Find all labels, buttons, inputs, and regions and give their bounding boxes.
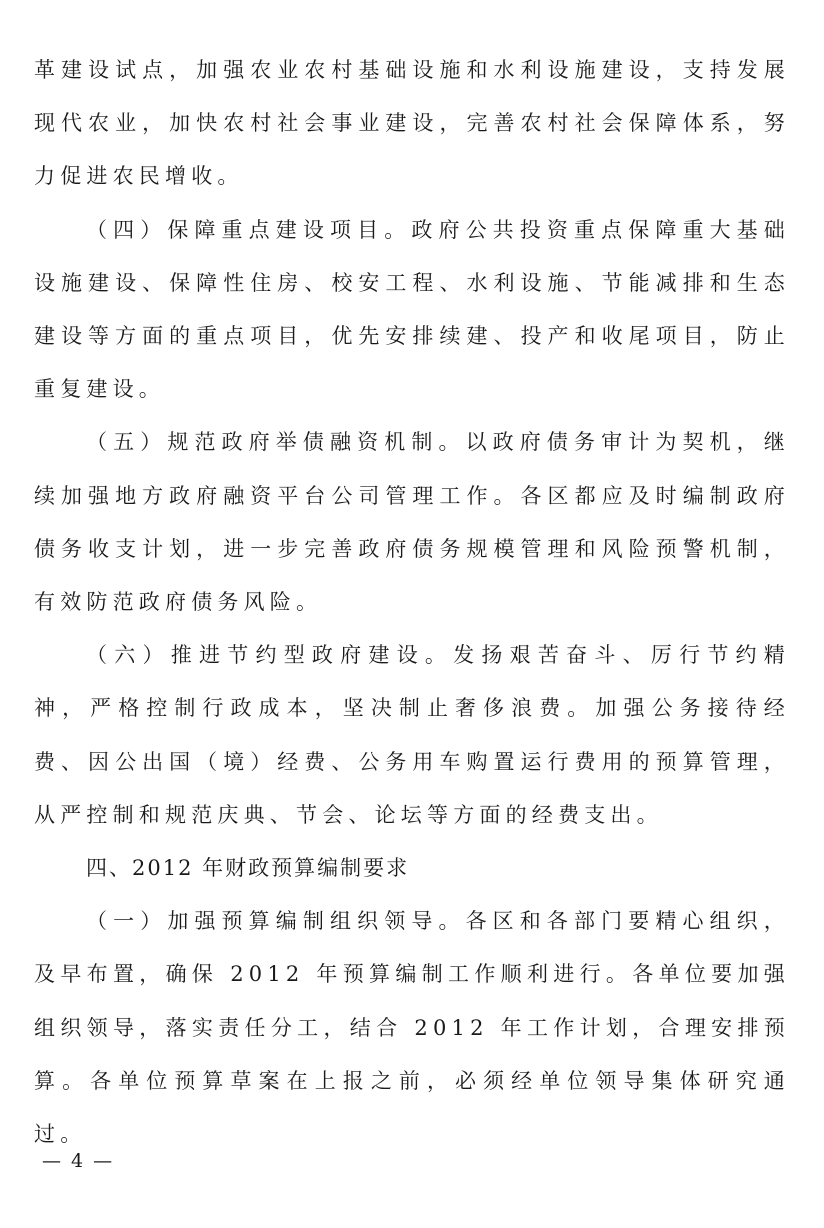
paragraph-section-6: （六）推进节约型政府建设。发扬艰苦奋斗、厉行节约精神，严格控制行政成本，坚决制止奢侈浪费。加强公务接待经费、因公出国（境）经费、公务用车购置运行费用的预算管理，从严控制和规范庆典、节会、论坛等方面的经费支出。 [34,643,790,827]
paragraph-continuation: 革建设试点，加强农业农村基础设施和水利设施建设，支持发展现代农业，加快农村社会事业建设，完善农村社会保障体系，努力促进农民增收。 [34,58,790,189]
page-number: — 4 — [42,1150,115,1172]
section-heading: 四、2012 年财政预算编制要求 [86,856,410,881]
document-page [34,44,790,1161]
paragraph-section-4: （四）保障重点建设项目。政府公共投资重点保障重大基础设施建设、保障性住房、校安工程、水利设施、节能减排和生态建设等方面的重点项目，优先安排续建、投产和收尾项目，防止重复建设。 [34,217,790,402]
paragraph-section-5: （五）规范政府举债融资机制。以政府债务审计为契机，继续加强地方政府融资平台公司管理工作。各区都应及时编制政府债务收支计划，进一步完善政府债务规模管理和风险预警机制，有效防范政府债务风险。 [34,430,790,615]
paragraph-subsection-1: （一）加强预算编制组织领导。各区和各部门要精心组织，及早布置，确保 2012 年预算编制工作顺利进行。各单位要加强组织领导，落实责任分工，结合 2012 年工作计划，合理安排预算。各单位预算草案在上报之前，必须经单位领导集体研究通过。 [34,909,790,1147]
